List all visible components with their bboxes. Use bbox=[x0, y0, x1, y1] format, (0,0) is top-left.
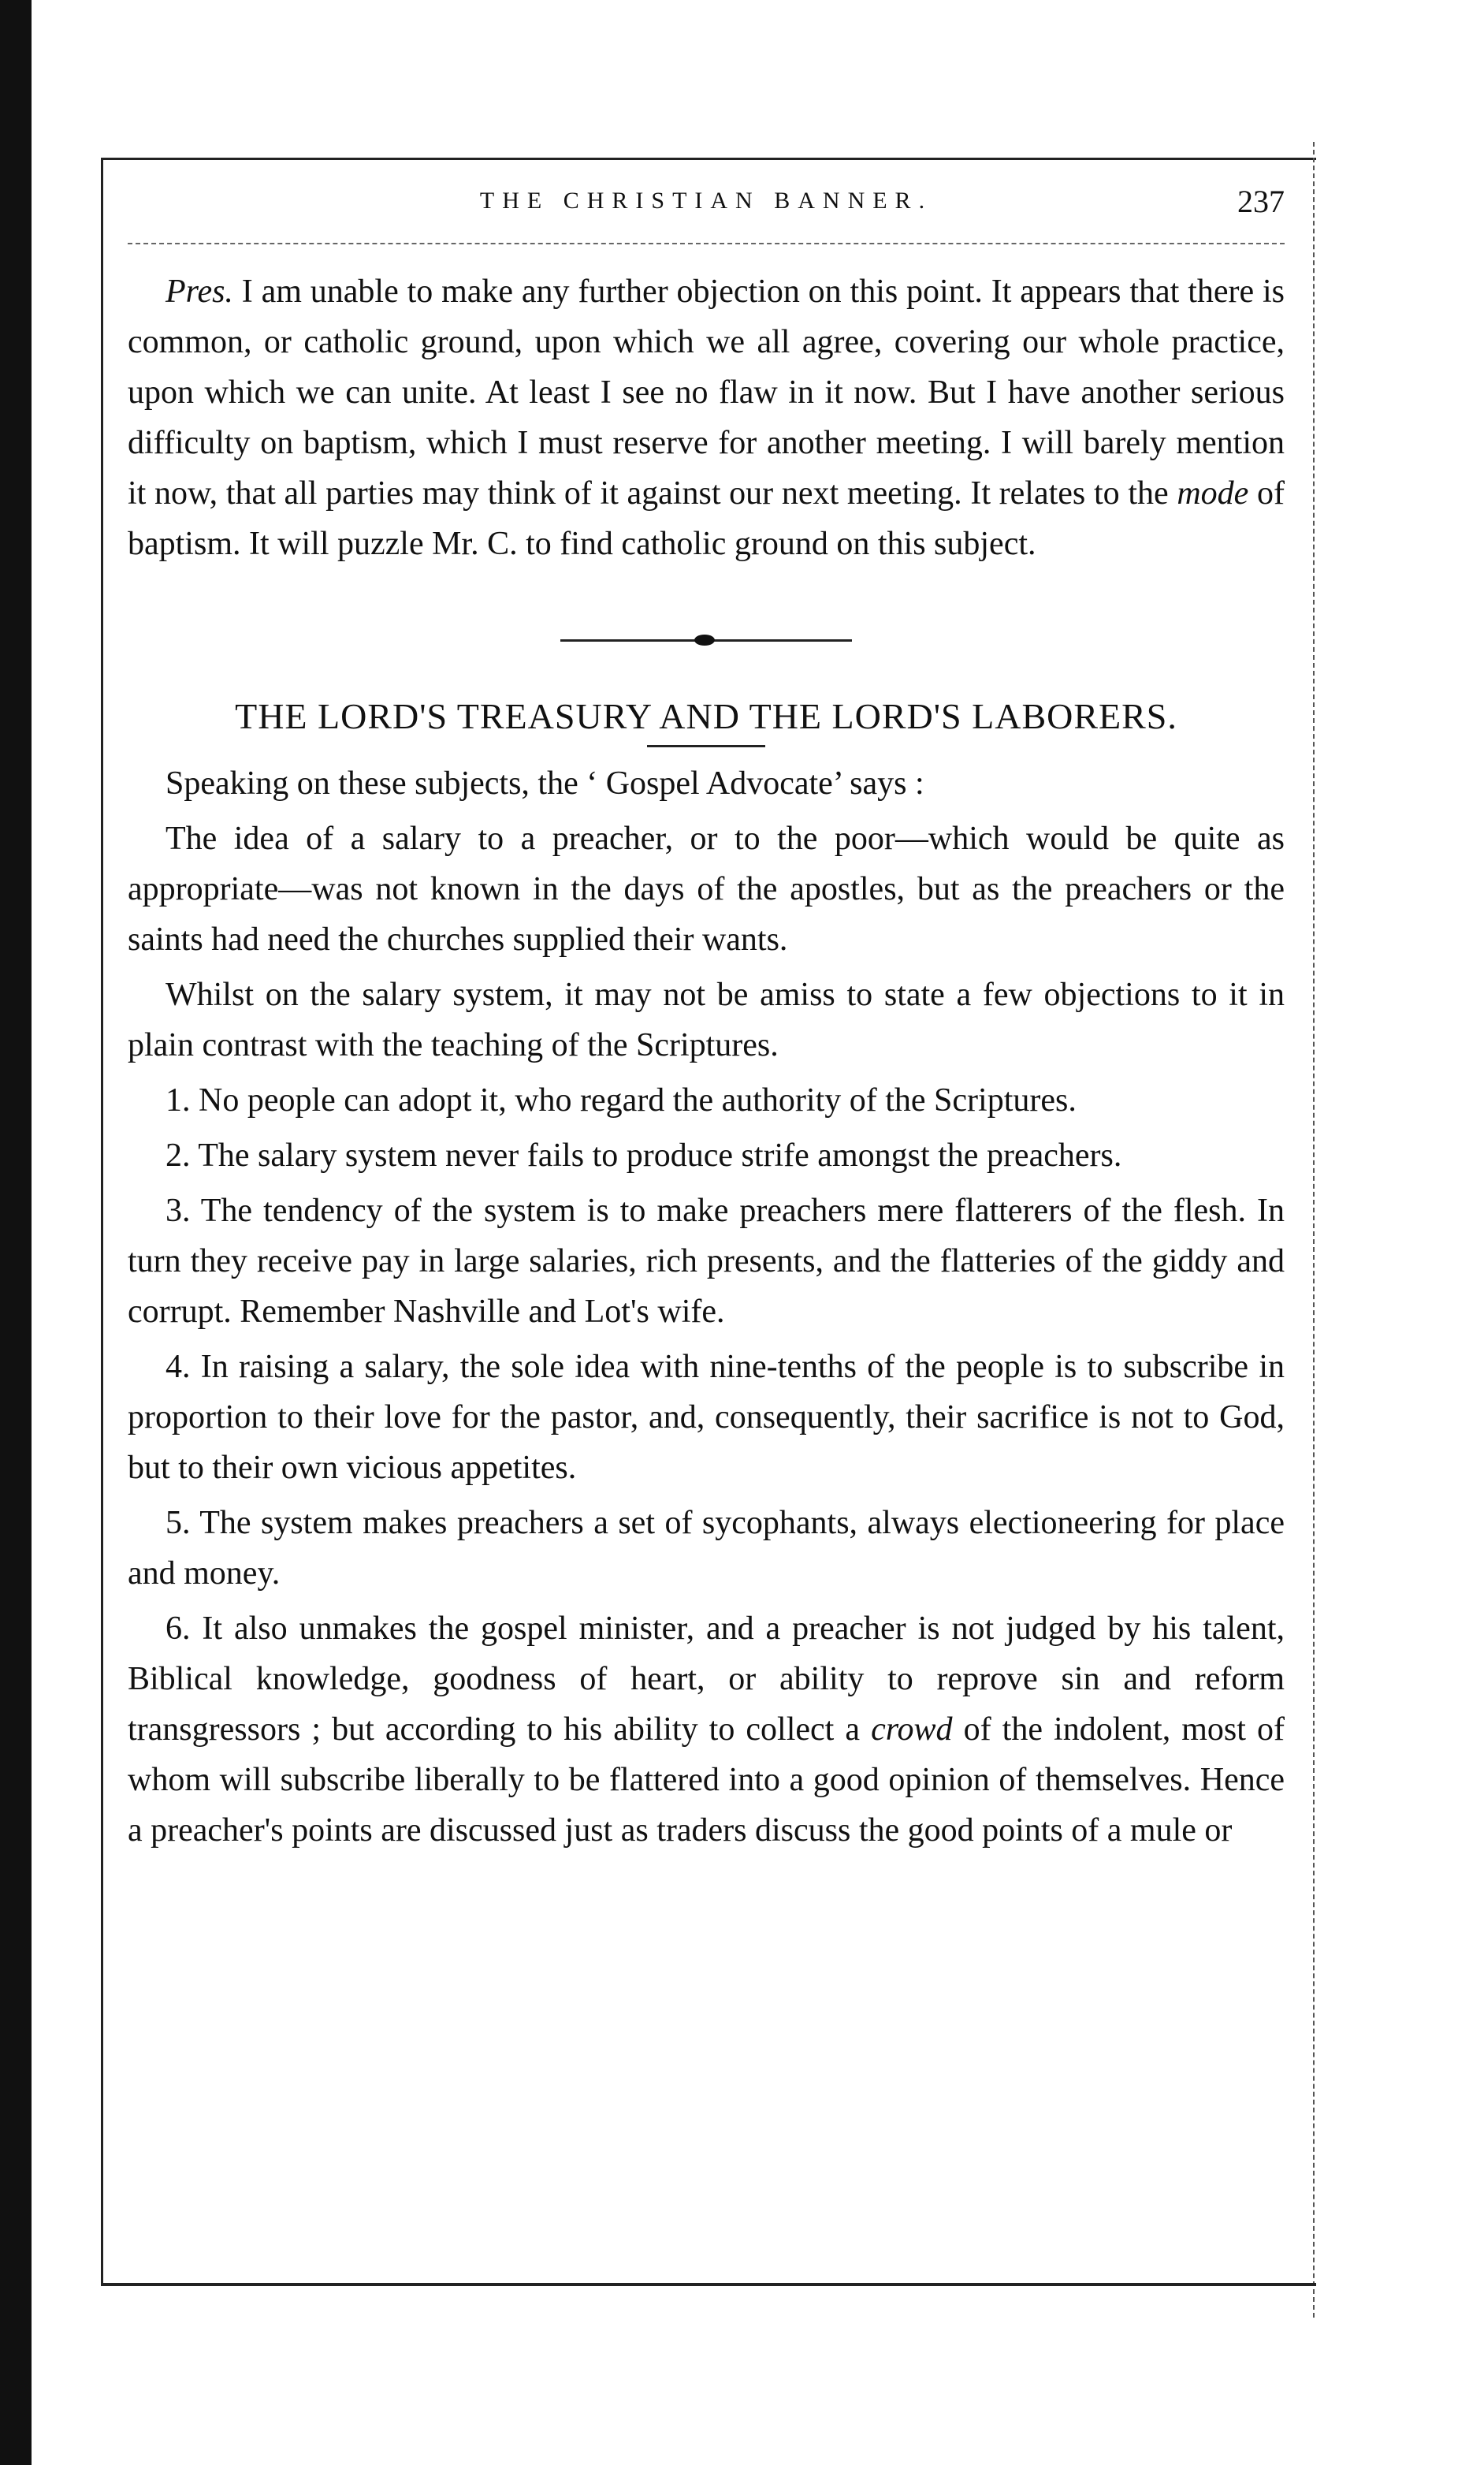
title-underline-rule bbox=[647, 745, 765, 747]
frame-right-rule bbox=[1313, 142, 1315, 2318]
dialogue-emphasis: mode bbox=[1177, 475, 1249, 512]
objection-item-3: 3. The tendency of the system is to make preachers mere flatterers of the flesh. In turn they receive pay in large salaries, rich presents, and the flatteries of the giddy and corrupt. Remember Nashville and Lot's wife. bbox=[128, 1193, 1285, 1330]
dialogue-text-b: of baptism. It will puzzle Mr. C. to find catholic ground on this subject. bbox=[128, 475, 1285, 562]
book-spine-shadow bbox=[0, 0, 32, 2465]
objection-item-5: 5. The system makes preachers a set of sycophants, always electioneering for place and money. bbox=[128, 1505, 1285, 1592]
page-number: 237 bbox=[1237, 184, 1285, 219]
speaker-label: Pres. bbox=[166, 274, 233, 310]
article-title: THE LORD'S TREASURY AND THE LORD'S LABORERS. bbox=[235, 696, 1177, 736]
item6-text-b: of the indolent, most of whom will subscribe liberally to be flattered into a good opinion of themselves. Hence a preacher's points are discussed just as traders discuss the good points of a mule or bbox=[128, 1711, 1285, 1849]
item6-text-a: 6. It also unmakes the gospel minister, and a preacher is not judged by his talent, Biblical knowledge, goodness of heart, or ability to reprove sin and reform transgressors ; but according to his ability to collect a bbox=[128, 1610, 1285, 1748]
item6-emphasis: crowd bbox=[871, 1711, 953, 1748]
objection-item-1: 1. No people can adopt it, who regard the authority of the Scriptures. bbox=[166, 1082, 1077, 1119]
section-divider-ornament bbox=[560, 624, 852, 656]
header-rule bbox=[128, 243, 1285, 244]
article-intro: Speaking on these subjects, the ‘ Gospel Advocate’ says : bbox=[166, 765, 924, 802]
frame-left-rule bbox=[101, 158, 103, 2286]
objection-item-4: 4. In raising a salary, the sole idea with nine-tenths of the people is to subscribe in proportion to their love for the pastor, and, consequently, their sacrifice is not to God, but to their own vicious appetites. bbox=[128, 1349, 1285, 1486]
article-paragraph-1: The idea of a salary to a preacher, or to the poor—which would be quite as appropriate—was not known in the days of the apostles, but as the preachers or the saints had need the churches supplied their wants. bbox=[128, 821, 1285, 958]
text-column bbox=[128, 181, 1285, 1860]
frame-bottom-rule bbox=[101, 2283, 1316, 2286]
objection-item-6 bbox=[128, 1603, 1285, 1856]
divider-dot bbox=[694, 635, 715, 646]
article-paragraph-2: Whilst on the salary system, it may not be amiss to state a few objections to it in plain contrast with the teaching of the Scriptures. bbox=[128, 977, 1285, 1063]
frame-top-rule bbox=[101, 158, 1316, 160]
dialogue-paragraph bbox=[128, 266, 1285, 569]
running-title: THE CHRISTIAN BANNER. bbox=[479, 188, 933, 214]
running-head bbox=[128, 181, 1285, 229]
dialogue-text-a: I am unable to make any further objection on this point. It appears that there is common, or catholic ground, upon which we all agree, covering our whole practice, upon which we can unite. At least I see no flaw in it now. But I have another serious difficulty on baptism, which I must reserve for another meeting. I will barely mention it now, that all parties may think of it against our next meeting. It relates to the bbox=[128, 274, 1285, 512]
objection-item-2: 2. The salary system never fails to produce strife amongst the preachers. bbox=[166, 1138, 1122, 1174]
